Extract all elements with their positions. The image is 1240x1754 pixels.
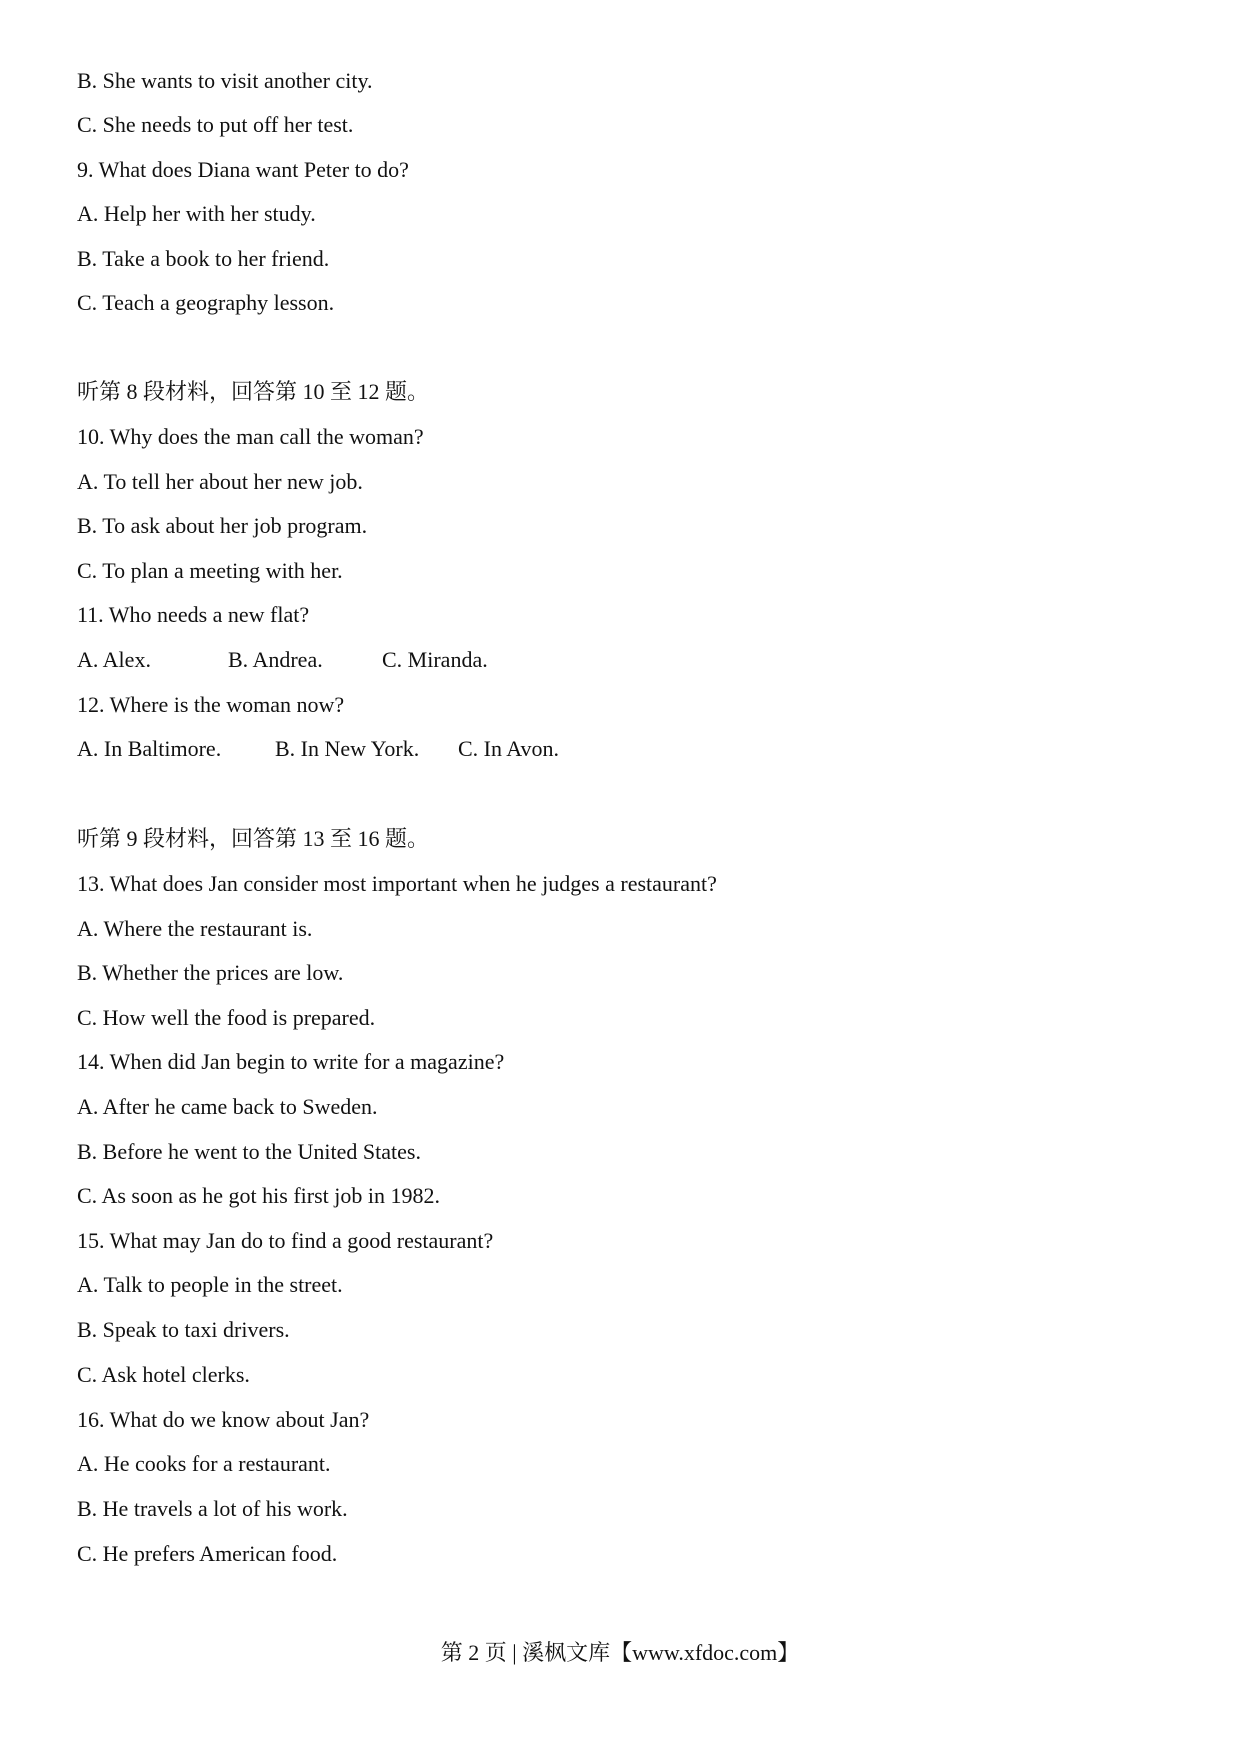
question-14-option-a: A. After he came back to Sweden. bbox=[77, 1094, 378, 1119]
question-13: 13. What does Jan consider most important when he judges a restaurant? bbox=[77, 871, 717, 896]
question-13-option-a: A. Where the restaurant is. bbox=[77, 916, 313, 941]
question-16: 16. What do we know about Jan? bbox=[77, 1407, 370, 1432]
question-11-option-c: C. Miranda. bbox=[382, 647, 488, 672]
option-c-prev-question: C. She needs to put off her test. bbox=[77, 112, 354, 137]
question-12: 12. Where is the woman now? bbox=[77, 692, 345, 717]
option-b-prev-question: B. She wants to visit another city. bbox=[77, 68, 373, 93]
question-11-option-a: A. Alex. bbox=[77, 647, 151, 672]
question-12-option-a: A. In Baltimore. bbox=[77, 736, 222, 761]
question-9-option-c: C. Teach a geography lesson. bbox=[77, 290, 335, 315]
question-11: 11. Who needs a new flat? bbox=[77, 602, 310, 627]
question-16-option-c: C. He prefers American food. bbox=[77, 1541, 338, 1566]
question-12-option-b: B. In New York. bbox=[275, 736, 420, 761]
question-11-options bbox=[77, 649, 677, 675]
question-14-option-b: B. Before he went to the United States. bbox=[77, 1139, 421, 1164]
question-10-option-c: C. To plan a meeting with her. bbox=[77, 558, 343, 583]
question-15-option-c: C. Ask hotel clerks. bbox=[77, 1362, 250, 1387]
page-footer: 第 2 页 | 溪枫文库【www.xfdoc.com】 bbox=[440, 1640, 800, 1665]
question-13-option-c: C. How well the food is prepared. bbox=[77, 1005, 376, 1030]
section-9-heading: 听第 9 段材料，回答第 13 至 16 题。 bbox=[77, 826, 430, 851]
question-10: 10. Why does the man call the woman? bbox=[77, 424, 424, 449]
question-16-option-a: A. He cooks for a restaurant. bbox=[77, 1451, 331, 1476]
question-9: 9. What does Diana want Peter to do? bbox=[77, 157, 409, 182]
question-11-option-b: B. Andrea. bbox=[228, 647, 323, 672]
question-15-option-a: A. Talk to people in the street. bbox=[77, 1272, 343, 1297]
question-14-option-c: C. As soon as he got his first job in 1982. bbox=[77, 1183, 441, 1208]
question-15: 15. What may Jan do to find a good restaurant? bbox=[77, 1228, 494, 1253]
question-12-option-c: C. In Avon. bbox=[458, 736, 560, 761]
question-16-option-b: B. He travels a lot of his work. bbox=[77, 1496, 348, 1521]
question-9-option-a: A. Help her with her study. bbox=[77, 201, 316, 226]
question-13-option-b: B. Whether the prices are low. bbox=[77, 960, 344, 985]
section-8-heading: 听第 8 段材料，回答第 10 至 12 题。 bbox=[77, 379, 430, 404]
question-10-option-b: B. To ask about her job program. bbox=[77, 513, 368, 538]
question-15-option-b: B. Speak to taxi drivers. bbox=[77, 1317, 290, 1342]
question-14: 14. When did Jan begin to write for a magazine? bbox=[77, 1049, 505, 1074]
question-9-option-b: B. Take a book to her friend. bbox=[77, 246, 330, 271]
question-10-option-a: A. To tell her about her new job. bbox=[77, 469, 363, 494]
question-12-options bbox=[77, 738, 677, 764]
